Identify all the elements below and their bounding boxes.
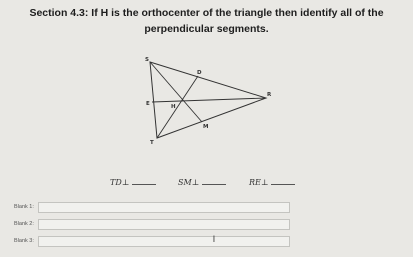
blank-2-input[interactable]: [38, 219, 290, 230]
prompt-sm-label: SM⊥: [178, 178, 200, 187]
blank-3-input[interactable]: [38, 236, 290, 247]
prompt-sm-line: [202, 176, 226, 185]
label-e: E: [146, 101, 150, 107]
triangle-svg: [130, 52, 290, 157]
prompt-td-line: [132, 176, 156, 185]
question-text: [0, 5, 413, 37]
prompt-td-label: TD⊥: [110, 178, 130, 187]
altitude-td: [157, 76, 198, 138]
prompt-re: [249, 176, 295, 187]
label-s: S: [145, 57, 149, 63]
label-t: T: [150, 140, 154, 146]
prompt-td: [110, 176, 156, 187]
prompt-re-line: [271, 176, 295, 185]
blank-1-label: Blank 1:: [14, 204, 34, 210]
blank-1-input[interactable]: [38, 202, 290, 213]
prompt-re-label: RE⊥: [249, 178, 269, 187]
question-line-2: perpendicular segments.: [144, 23, 269, 35]
text-cursor-icon: I: [212, 235, 216, 245]
altitude-sm: [150, 62, 202, 122]
question-line-1: Section 4.3: If H is the orthocenter of the triangle then identify all of the: [29, 7, 384, 19]
label-h: H: [171, 104, 176, 110]
triangle-figure: [130, 52, 290, 157]
altitude-re: [152, 98, 266, 102]
label-r: R: [267, 92, 272, 98]
label-d: D: [197, 70, 202, 76]
label-m: M: [203, 124, 209, 130]
prompt-sm: [178, 176, 226, 187]
blank-2-label: Blank 2:: [14, 221, 34, 227]
blank-3-label: Blank 3:: [14, 238, 34, 244]
